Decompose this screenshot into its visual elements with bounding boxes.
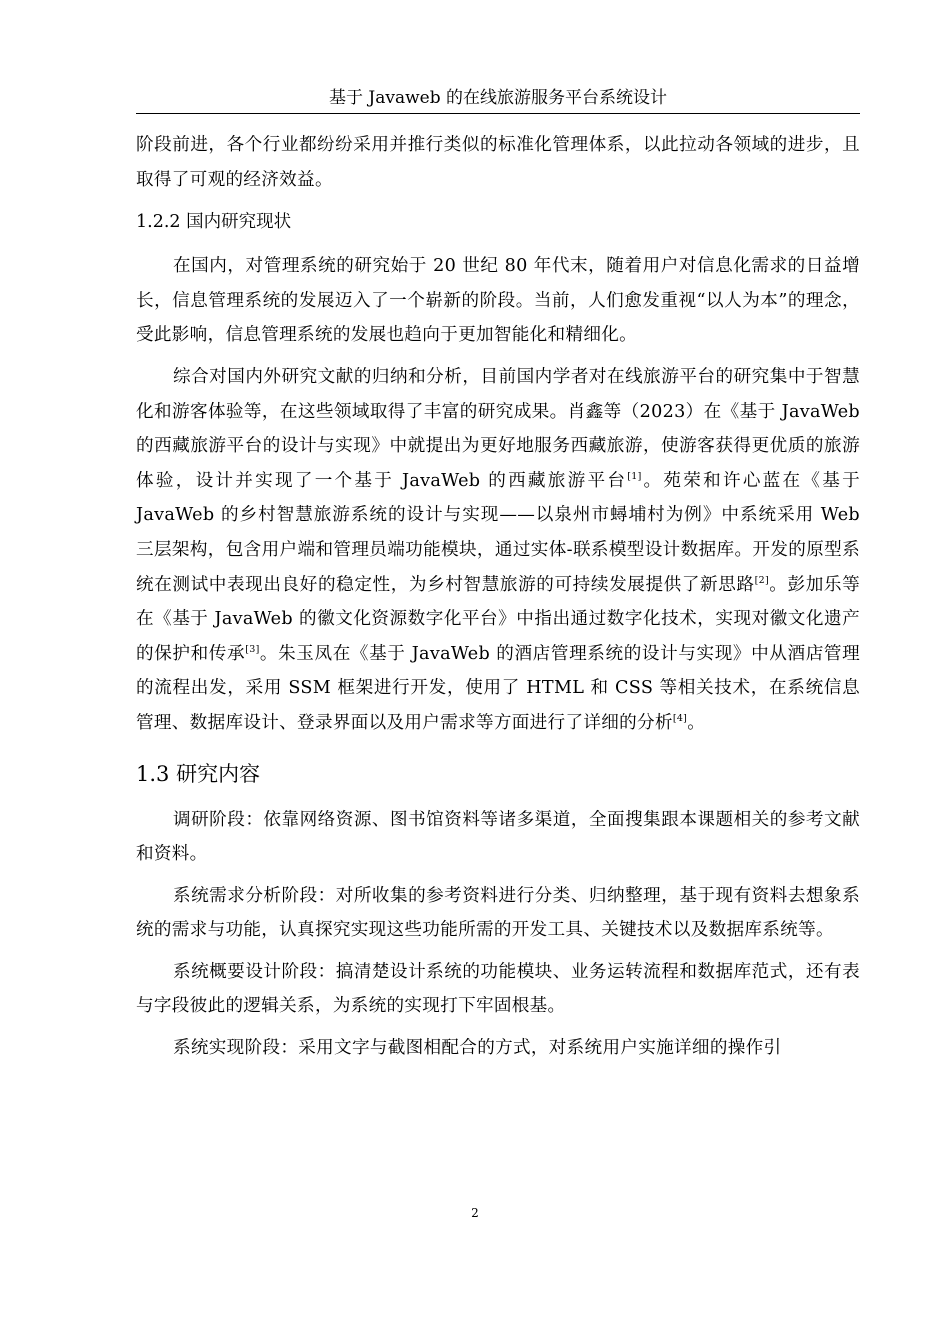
page-body xyxy=(136,128,860,1073)
text-segment: 。 xyxy=(687,712,706,733)
heading-1-2-2: 1.2.2 国内研究现状 xyxy=(136,212,292,233)
paragraph-domestic-2 xyxy=(136,360,860,741)
text-segment: 。朱玉凤在《基于 JavaWeb 的酒店管理系统的设计与实现》中从酒店管理的流程出发，采用 SSM 框架进行开发，使用了 HTML 和 CSS 等相关技术，在系统信息管理、数据库设计、登录界面以及用户需求等方面进行了详细的分析 xyxy=(136,643,860,733)
paragraph-research-2: 系统需求分析阶段：对所收集的参考资料进行分类、归纳整理，基于现有资料去想象系统的需求与功能，认真探究实现这些功能所需的开发工具、关键技术以及数据库系统等。 xyxy=(136,885,860,941)
citation-3: [3] xyxy=(245,643,260,655)
paragraph-research-1: 调研阶段：依靠网络资源、图书馆资料等诸多渠道，全面搜集跟本课题相关的参考文献和资料。 xyxy=(136,809,860,865)
paragraph-research-4: 系统实现阶段：采用文字与截图相配合的方式，对系统用户实施详细的操作引 xyxy=(173,1038,782,1059)
text-segment: 。彭加乐等在《基于 JavaWeb 的徽文化资源数字化平台》中指出通过数字化技术，实现对徽文化遗产的保护和传承 xyxy=(136,574,860,664)
paragraph-continued: 阶段前进，各个行业都纷纷采用并推行类似的标准化管理体系，以此拉动各领域的进步，且取得了可观的经济效益。 xyxy=(136,135,860,190)
citation-2: [2] xyxy=(754,574,769,586)
paragraph-domestic-1: 在国内，对管理系统的研究始于 20 世纪 80 年代末，随着用户对信息化需求的日益增长，信息管理系统的发展迈入了一个崭新的阶段。当前，人们愈发重视“以人为本”的理念，受此影响，信息管理系统的发展也趋向于更加智能化和精细化。 xyxy=(136,256,860,346)
paragraph-research-3: 系统概要设计阶段：搞清楚设计系统的功能模块、业务运转流程和数据库范式，还有表与字段彼此的逻辑关系，为系统的实现打下牢固根基。 xyxy=(136,961,860,1017)
citation-4: [4] xyxy=(672,712,688,724)
citation-1: [1] xyxy=(627,470,642,482)
running-header: 基于 Javaweb 的在线旅游服务平台系统设计 xyxy=(136,86,860,114)
page-number: 2 xyxy=(471,1206,479,1220)
text-segment: 。苑荣和许心蓝在《基于 JavaWeb 的乡村智慧旅游系统的设计与实现——以泉州市蟳埔村为例》中系统采用 Web 三层架构，包含用户端和管理员端功能模块，通过实体-联系模型设计数据库。开发的原型系统在测试中表现出良好的稳定性，为乡村智慧旅游的可持续发展提供了新思路 xyxy=(136,470,860,595)
heading-1-3: 1.3 研究内容 xyxy=(136,761,261,786)
text-segment: 综合对国内外研究文献的归纳和分析，目前国内学者对在线旅游平台的研究集中于智慧化和游客体验等，在这些领域取得了丰富的研究成果。肖鑫等（2023）在《基于 JavaWeb 的西藏旅游平台的设计与实现》中就提出为更好地服务西藏旅游，使游客获得更优质的旅游体验，设计并实现了一个基于 JavaWeb 的西藏旅游平台 xyxy=(136,366,860,491)
